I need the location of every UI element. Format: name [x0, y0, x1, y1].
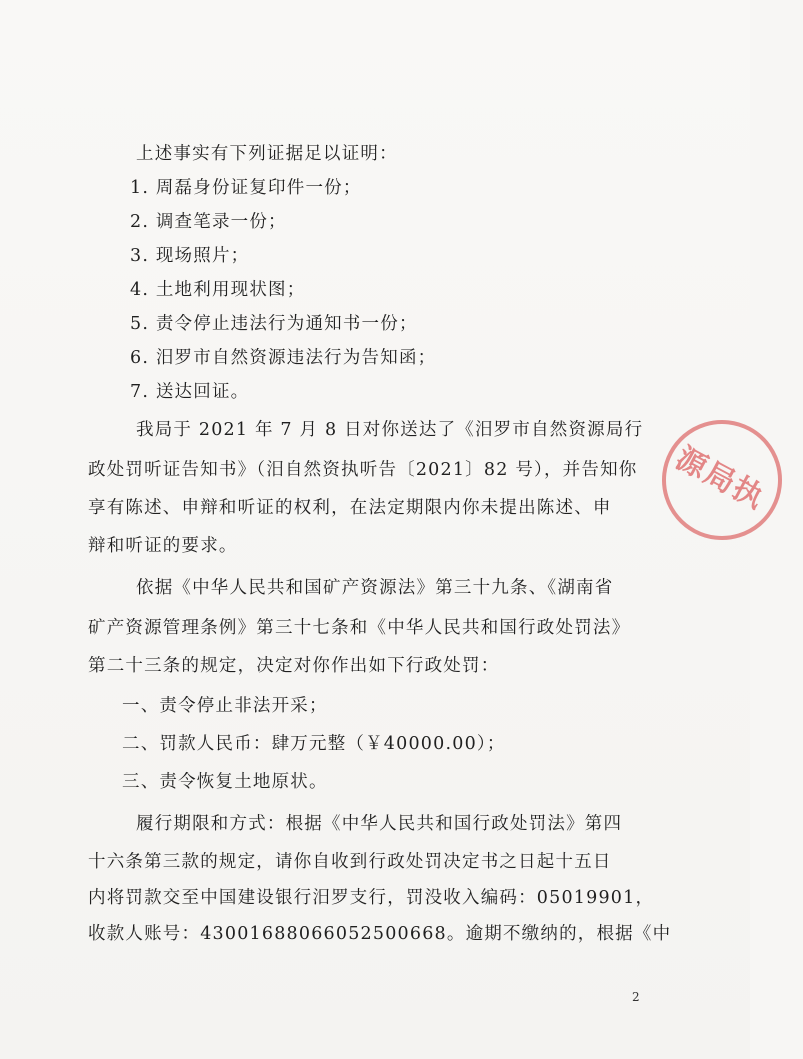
payment-line: 十六条第三款的规定，请你自收到行政处罚决定书之日起十五日	[88, 852, 612, 872]
evidence-item-7: 7. 送达回证。	[130, 382, 250, 402]
hearing-notice-line: 享有陈述、申辩和听证的权利，在法定期限内你未提出陈述、申	[88, 498, 612, 518]
penalty-item: 三、责令恢复土地原状。	[122, 772, 328, 792]
penalty-item: 二、罚款人民币：肆万元整（￥40000.00）；	[122, 734, 506, 754]
hearing-notice-line: 政处罚听证告知书》（汨自然资执听告〔2021〕82 号），并告知你	[88, 460, 638, 480]
seal-text: 源局执	[669, 440, 772, 517]
decision-basis-line: 第二十三条的规定，决定对你作出如下行政处罚：	[88, 656, 500, 676]
evidence-item-6: 6. 汨罗市自然资源违法行为告知函；	[130, 348, 437, 368]
page-number: 2	[632, 990, 640, 1004]
hearing-notice-line: 辩和听证的要求。	[88, 536, 238, 556]
penalty-item: 一、责令停止非法开采；	[122, 696, 328, 716]
evidence-item-4: 4. 土地利用现状图；	[130, 280, 306, 300]
evidence-item-2: 2. 调查笔录一份；	[130, 212, 287, 232]
hearing-notice-line: 我局于 2021 年 7 月 8 日对你送达了《汨罗市自然资源局行	[136, 420, 644, 440]
evidence-item-1: 1. 周磊身份证复印件一份；	[130, 178, 362, 198]
decision-basis-line: 矿产资源管理条例》第三十七条和《中华人民共和国行政处罚法》	[88, 618, 631, 638]
payment-line: 内将罚款交至中国建设银行汨罗支行，罚没收入编码：05019901，	[88, 888, 655, 908]
payment-line: 收款人账号：43001688066052500668。逾期不缴纳的，根据《中	[88, 924, 672, 944]
evidence-item-3: 3. 现场照片；	[130, 246, 250, 266]
payment-line: 履行期限和方式：根据《中华人民共和国行政处罚法》第四	[136, 814, 623, 834]
decision-basis-line: 依据《中华人民共和国矿产资源法》第三十九条、《湖南省	[136, 578, 614, 598]
evidence-intro: 上述事实有下列证据足以证明：	[136, 144, 398, 164]
official-seal	[641, 399, 803, 561]
evidence-item-5: 5. 责令停止违法行为通知书一份；	[130, 314, 418, 334]
